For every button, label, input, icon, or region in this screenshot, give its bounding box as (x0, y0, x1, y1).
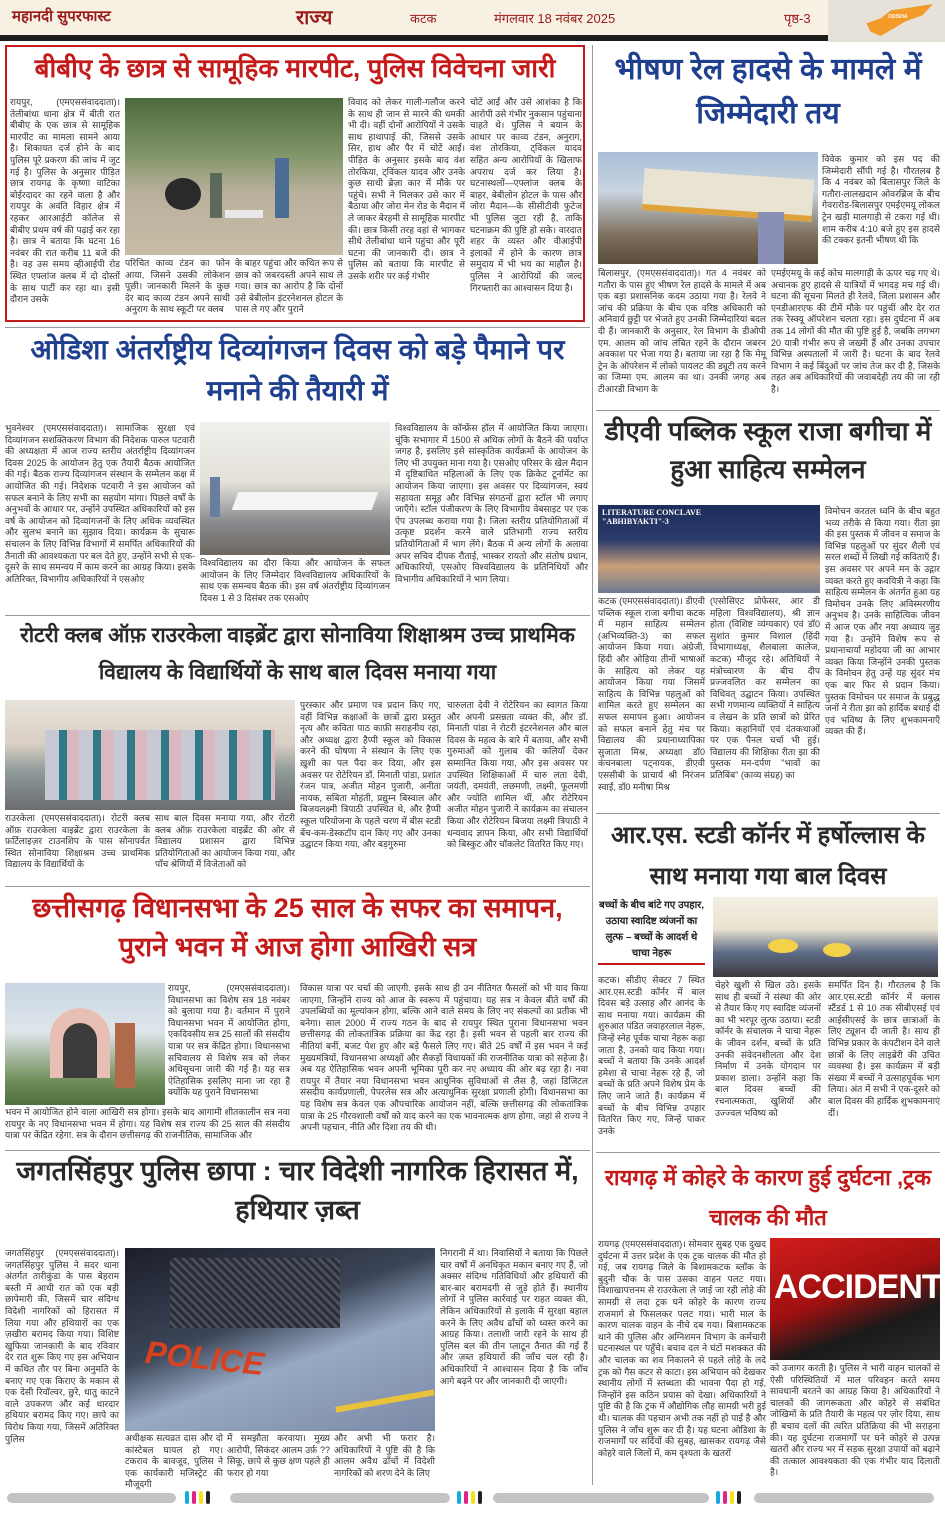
headline-dav: डीएवी पब्लिक स्कूल राजा बगीचा में हुआ साहित्य सम्मेलन (604, 416, 932, 484)
article-rail-col: विवेक कुमार को इस पद की जिम्मेदारी सौंपी गई है। गौरतलब है कि 4 नवंबर को बिलासपुर जिले के गतौरा-लालखदान ओवरब्रिज के बीच गेवरारोड-बिलासपुर एमईएमयू लोकल ट्रेन खड़ी मालगाड़ी से टकरा गई थी। शाम करीब 4:10 बजे हुए इस हादसे की टक्कर इतनी भीषण थी कि (822, 154, 940, 246)
article-dav-col: विमोचन करतल ध्वनि के बीच बहुत भव्य तरीके से किया गया। रीता झा की इस पुस्तक में जीवन व समाज के विभिन्न पहलुओं पर सुंदर शैली एवं सरल शब्दों में लिखी गई कविताएँ हैं। इस अवसर पर अपने मन के उद्गार व्यक्त करते हुए कवयित्री ने कहा कि साहित्य सम्मेलन के अंतर्गत हुआ यह विमोचन उनके लिए अविस्मरणीय अनुभव है। उनके साहित्यिक जीवन में आज एक और नया अध्याय जुड़ गया है। उन्होंने विशेष रूप से प्रधानाचार्या महोदया जी का आभार व्यक्त किया जिन्होंने उनकी पुस्तक के विमोचन हेतु उन्हें यह सुंदर मंच एक बार फिर से प्रदान किया। पुस्तक विमोचन पर समाज के प्रबुद्ध जनों ने रीता झा को हार्दिक बधाई दी एवं भविष्य के लिए शुभकामनाएँ व्यक्त की हैं। (825, 506, 940, 737)
article-jagat-col: जगतसिंहपुर (एमएससंवाददाता)। जगतसिंहपुर पुलिस ने सदर थाना अंतर्गत तारीकुंडा के पास बेहराम बस्ती में आधी रात को एक बड़ी छापेमारी की, जिसमें चार संदिग्ध विदेशी नागरिकों को हिरासत में लिया गया और हथियारों का एक ज़खीरा बरामद किया गया। विशिष्ट खुफिया जानकारी के बाद रविवार देर रात शुरू किए गए इस अभियान में कथित तौर पर बिना अनुमति के बनाए गए एक किराए के मकान से एक देसी रिवॉल्वर, छुरे, धातु काटने वाले उपकरण और कई धारदार हथियार बरामद किए गए। छापे का विरोध किया गया, जिसमें अतिरिक्त पुलिस (5, 1248, 119, 1444)
photo-assault-scene (125, 98, 343, 255)
page-header (0, 0, 945, 37)
footer-bar (7, 1493, 176, 1503)
accident-lettering: ACCIDENT (774, 1268, 942, 1306)
article-rail-col: एमईएमयू के कई कोच मालगाड़ी के ऊपर चढ़ गए थे। अचानक हुए हादसे से यात्रियों में भगदड़ मच गई थी। घटना की सूचना मिलते ही रेलवे, जिला प्रशासन और एनडीआरएफ की टीमें मौके पर पहुंचीं और देर रात तक रेस्क्यू ऑपरेशन चलता रहा। इस दुर्घटना में अब तक 14 लोगों की मौत की पुष्टि हुई है, जबकि लगभग 20 यात्री गंभीर रूप से जख्मी हैं और उनका उपचार विभिन्न अस्पतालों में जारी है। घटना के बाद रेलवे विभाग ने कई बिंदुओं पर जांच तेज कर दी है, जिसके तहत अब अधिकारियों की जवाबदेही तय की जा रही है। (771, 268, 940, 394)
footer-bar (230, 1493, 450, 1503)
article-bba-col: परिचित काव्य टंडन का फोन आया, जिसने उसकी लोकेशन पूछी। जानकारी मिलने के कुछ देर बाद काव्य टंडन अपने साथी अनुराग के साथ स्कूटी पर क्लब (125, 258, 230, 315)
article-jagat-col: अधीक्षक सत्यव्रत दास और दो कांस्टेबल घायल हो गए। टकराव के बावजूद, पुलिस ने एक कार्यकारी मजिस्ट्रेट की मौजूदगी (125, 1433, 223, 1490)
article-bba-col: चोटें आईं और उसे आशंका है कि आरोपी उसे गंभीर नुकसान पहुंचाना चाहते थे। पुलिस ने बयान के आधार पर काव्य टंडन, अनुराग, वंश तोरकिया, ट्विंकल यादव सहित अन्य आरोपियों के खिलाफ अपराध दर्ज कर लिया है। घटनास्थलों—एफ्लांज क्लब के बाहर, बेबीलोन होटल के पास और जोरा मैदान—के सीसीटीवी फुटेज भी पुलिस जुटा रही है, ताकि घटनाक्रम की पुष्टि हो सके। वारदात शहर के व्यस्त और वीआईपी इलाकों में होने के कारण छात्र समुदाय में भी भय का माहौल है। पुलिस ने आरोपियों की जल्द गिरफ्तारी का आश्वासन दिया है। (470, 97, 582, 293)
divider (596, 410, 940, 411)
article-rs-col: कटक। सीडीए सेक्टर 7 स्थित आर.एस.स्टडी कॉर्नर में बाल दिवस बड़े उत्साह और आनंद के साथ मनाया गया। कार्यक्रम की शुरुआत पंडित जवाहरलाल नेहरू, जिन्हें स्नेह पूर्वक चाचा नेहरू कहा जाता है, उनको याद किया गया। बच्चों ने बताया कि उनके आदर्श हमेशा से चाचा नेहरू रहे हैं, जो बच्चों के प्रति अपने विशेष प्रेम के लिए जाने जाते हैं। कार्यक्रम में बच्चों के बीच विभिन्न उपहार वितरित किए गए, जिन्हें पाकर उनके (598, 975, 705, 1136)
photo-assembly-building (5, 983, 165, 1105)
article-dav-col: कटक (एमएससंवाददाता)। डीएवी पब्लिक स्कूल राजा बगीचा कटक में महान साहित्य सम्मेलन (अभिव्यक्ति-3) का सफल आयोजन किया गया। अंग्रेजी, हिंदी और ओड़िया तीनों भाषाओं के साहित्य को लेकर यह आयोजन किया गया जिसमें साहित्य के विभिन्न पहलुओं को शामिल करते हुए सम्मेलन का सफल समापन हुआ। आयोजन को सफल बनाने हेतु मंच पर विद्यालय की प्रधानाध्यापिका सुजाता मिश्र, अध्यक्षा डॉ0 कंचनबाला पट्नायक, डीएवी एससीबी के प्राचार्य श्री निरंजन स्वाईं, डॉ0 मनीषा मिश्र (598, 596, 705, 792)
article-bba-col: के बाहर पहुंचा और कथित रूप से छात्र को जबरदस्ती अपने साथ ले गया। छात्र का आरोप है कि दोनों उसे बेबीलोन इंटरनेशनल होटल के पास ले गए और पुराने (235, 258, 343, 315)
date: मंगलवार 18 नवंबर 2025 (494, 11, 616, 26)
divider (5, 886, 590, 887)
article-rotary-col: पुरस्कार और प्रमाण पत्र प्रदान किए गए, वहीं विभिन्न कक्षाओं के छात्रों द्वारा प्रस्तुत नृत्य और कविता पाठ काफ़ी सराहनीय रहा, और अध्यक्ष द्वारा हैप्पी स्कूल को विकास करने की घोषणा ने संस्थान के लिए एक ख़ुशी का पल पैदा कर दिया, और इस अवसर पर रोटेरियन डॉ. मिनाती पांडा, प्रशांत रंजन पात्र, अजीत मोहन पुजारी, अनीता नायक, सबिता मोहंती, प्रद्युम्न बिस्वाल और बिजयलक्ष्मी त्रिपाठी उपस्थित थे, और हैप्पी स्कूल परियोजना के पहले चरण में बीस स्टडी बेंच-कम-डेस्कटॉप दान किए गए और उनका उद्घाटन किया गया, और बड़गुरुमा (300, 700, 441, 850)
photo-accident-graphic (770, 1238, 940, 1360)
conclave-banner-text: LITERATURE CONCLAVE "ABHIBYAKTI"-3 (602, 508, 702, 526)
paper-name: महानदी सुपरफास्ट (12, 8, 111, 25)
article-jagat-col: निगरानी में था। निवासियों ने बताया कि पिछले चार वर्षों में अनधिकृत मकान बनाए गए हैं, जो अक्सर संदिग्ध गतिविधियों और हथियारों की बार-बार बरामदगी से जुड़े होते हैं। स्थानीय लोगों ने पुलिस कार्रवाई पर राहत व्यक्त की, लेकिन अधिकारियों से इलाके में सुरक्षा बहाल करने के लिए अवैध ढाँचों को ध्वस्त करने का आग्रह किया। तलाशी जारी रहने के साथ ही पुलिस बल की तीन प्लाटून तैनात की गई हैं और ज़ब्त हथियारों की जाँच चल रही है। अधिकारियों ने आश्वासन दिया है कि जाँच आगे बढ़ने पर और जानकारी दी जाएगी। (440, 1248, 588, 1386)
page-number: पृष्ठ-3 (784, 11, 811, 26)
section-name: राज्य (296, 7, 333, 29)
headline-odisha: ओडिशा अंतर्राष्ट्रीय दिव्यांगजन दिवस को बड़े पैमाने पर मनाने की तैयारी में (30, 334, 565, 406)
headline-rs-study: आर.एस. स्टडी कॉर्नर में हर्षोल्लास के साथ मनाया गया बाल दिवस (611, 822, 925, 890)
divider (5, 1150, 590, 1151)
article-rs-col: समर्पित दिन है। गौरतलब है कि आर.एस.स्टडी कॉर्नर में क्लास स्टैंडर्ड 1 से 10 तक सीबीएसई एवं आईसीएसई के छात्र छात्राओं के लिए ट्यूशन दी जाती है। साथ ही विभिन्न प्रकार के कंपटीशन देने वाले छात्रों के लिए लाइब्रेरी की उचित व्यवस्था है। इस कार्यक्रम में बड़ी संख्या में बच्चों ने उत्साहपूर्वक भाग लिया। अंत में सभी ने एक-दूसरे को बाल दिवस की हार्दिक शुभकामनाएं दीं। (828, 980, 940, 1118)
headline-jagatsinghpur: जगतसिंहपुर पुलिस छापा : चार विदेशी नागरिक हिरासत में, हथियार ज़ब्त (16, 1156, 579, 1226)
article-odisha-col: विश्वविद्यालय का दौरा किया और आयोजन के सफल आयोजन के लिए जिम्मेदार विश्वविद्यालय अधिकारियों के साथ एक समन्वय बैठक की। इस वर्ष अंतर्राष्ट्रीय दिव्यांगजन दिवस 1 से 3 दिसंबर तक एसओए (200, 558, 390, 603)
photo-meeting (200, 422, 390, 555)
headline-raigarh: रायगढ़ में कोहरे के कारण हुई दुर्घटना ,ट्रक चालक की मौत (604, 1165, 932, 1230)
article-rotary-col: राउरकेला (एमएससंवाददाता)। रोटरी क्लब ऑफ़ राउरकेला वाइब्रेंट द्वारा राउरकेला के फ़र्टिलाइज़र टाउनशिप के पास सोनापर्वत स्थित सोनाविया शिक्षाश्रम उच्च प्राथमिक विद्यालय के विद्यार्थियों के (5, 813, 150, 870)
footer-bar (493, 1493, 709, 1503)
article-cg-col: रायपुर, (एमएससंवाददाता)। विधानसभा का विशेष सत्र 18 नवंबर को बुलाया गया है। वर्तमान में पुराने विधानसभा भवन में आयोजित होगा, एकदिवसीय सत्र 25 सालों की संसदीय यात्रा पर सत्र केंद्रित होगा। विधानसभा सचिवालय से विशेष सत्र को लेकर अधिसूचना जारी की गई है। यह सत्र ऐतिहासिक इसलिए माना जा रहा है क्योंकि यह पुराने विधानसभा (168, 983, 290, 1098)
article-rs-col: चेहरे खुशी से खिल उठे। इसके साथ ही बच्चों ने संस्था की ओर से तैयार किए गए स्वादिष्ट व्यंजनों का भी भरपूर लुत्फ उठाया। स्टडी कॉर्नर के संचालक ने चाचा नेहरू के जीवन दर्शन, बच्चों के प्रति उनकी संवेदनशीलता और देश निर्माण में उनके योगदान पर प्रकाश डाला। उन्होंने कहा कि बाल दिवस बच्चों की रचनात्मकता, खुशियों और उज्ज्वल भविष्य को (715, 980, 821, 1118)
divider (5, 615, 590, 616)
divider (596, 813, 940, 814)
photo-children-day (713, 897, 938, 977)
odisha-map-logo (828, 0, 945, 42)
article-bba-col: रायपुर, (एमएससंवाददाता)। तेलीबांधा थाना क्षेत्र में बीती रात बीबीए के एक छात्र से सामूहिक मारपीट का मामला सामने आया है। शिकायत दर्ज होने के बाद पुलिस पूरे प्रकरण की जांच में जुट गई है। पुलिस के अनुसार पीड़ित छात्र रायगढ़ के कृष्णा वाटिका बोईरदादर का रहने वाला है और रायपुर के अवंति विहार क्षेत्र में रहकर आरआईटी कॉलेज से बीबीए प्रथम वर्ष की पढ़ाई कर रहा है। छात्र ने बताया कि घटना 16 नवंबर की रात करीब 11 बजे की है। वह उस समय व्हीआईपी रोड स्थित एफ्लांज क्लब में दो दोस्तों के साथ पार्टी कर रहा था। इसी दौरान उसके (10, 97, 120, 305)
divider (596, 1152, 940, 1153)
cmyk-marks (716, 1491, 741, 1504)
article-rotary-col: चारुलता देवी ने रोटेरियन का स्वागत किया और अपनी प्रसन्नता व्यक्त की, और डॉ. मिनाती पांडा ने रोटरी इंटरनेशनल और बाल दिवस के महत्व के बारे में बताया, और सभी गुरुमाओं को गुलाब की कलियाँ देकर सम्मानित किया गया, और इस अवसर पर उपस्थित शिक्षिकाओं में चारु लता देवी, जयंती, दमयंती, लछमणी, लक्ष्मी, फूलमणी और ज्योति शामिल थीं, और रोटेरियन अजीत मोहन पुजारी ने कार्यक्रम का संचालन किया और रोटेरियन बिजया लक्ष्मी त्रिपाठी ने धन्यवाद ज्ञापन किया, और सभी विद्यार्थियों को बिस्कुट और चॉकलेट वितरित किए गए। (447, 700, 588, 850)
article-raigarh-col: को उजागर करती है। पुलिस ने भारी वाहन चालकों से ऐसी परिस्थितियों में माल परिवहन करते समय सावधानी बरतने का आग्रह किया है। अधिकारियों ने चालकों की जागरूकता और कोहरे से संबंधित जोखिमों के प्रति तैयारी के महत्व पर ज़ोर दिया, साथ ही बचाव दलों की त्वरित प्रतिक्रिया की भी सराहना की। यह दुर्घटना राजमार्गों पर घने कोहरे से उत्पन्न खतरों और राज्य भर में सड़क सुरक्षा उपायों को बढ़ाने की तत्काल आवश्यकता की एक गंभीर याद दिलाती है। (770, 1363, 940, 1478)
cmyk-marks (185, 1491, 210, 1504)
police-van-lettering: POLICE (143, 1333, 266, 1383)
subheading-rs-study: बच्चों के बीच बांटे गए उपहार, उठाया स्वादिष्ट व्यंजनों का लुत्फ – बच्चों के आदर्श थे चाचा नेहरू (598, 898, 705, 965)
divider (5, 327, 590, 328)
odisha-map-label: ODISHA (888, 14, 908, 20)
headline-rail: भीषण रेल हादसे के मामले में जिम्मेदारी तय (614, 53, 922, 130)
city: कटक (410, 11, 437, 26)
photo-literature-conclave (598, 505, 820, 593)
odisha-map-shape (863, 4, 933, 36)
headline-bba: बीबीए के छात्र से सामूहिक मारपीट, पुलिस विवेचना जारी (34, 53, 556, 83)
article-cg-col: विकास यात्रा पर चर्चा की जाएगी. इसके साथ ही उन नीतिगत फैसलों को भी याद किया जाएगा, जिन्होंने राज्य को आज के स्वरूप में पहुंचाया। यह सत्र न केवल बीते वर्षों की उपलब्धियों का मूल्यांकन होगा, बल्कि आने वाले समय के लिए नए संकल्पों का प्रतीक भी बनेगा। साल 2000 में राज्य गठन के बाद से रायपुर स्थित पुराना विधानसभा भवन छत्तीसगढ़ की लोकतांत्रिक प्रक्रिया का केंद्र रहा है। इसी भवन से पहली बार राज्य की नीतियां बनीं, बजट पेश हुए और बड़े फैसले लिए गए। बीते 25 वर्षों में इस भवन ने कई मुख्यमंत्रियों, विधानसभा अध्यक्षों और सैकड़ों विधायकों की राजनीतिक यात्रा को सहेजा है। अब यह ऐतिहासिक भवन अपनी भूमिका पूरी कर नए अध्याय की ओर बढ़ रहा है। नवा रायपुर में तैयार नया विधानसभा भवन आधुनिक सुविधाओं से लैस है, जहां डिजिटल संसदीय कार्यप्रणाली, पेपरलेस सत्र और अत्याधुनिक सुरक्षा प्रणाली होगी। विधानसभा का यह विशेष सत्र केवल एक औपचारिक आयोजन नहीं, बल्कि छत्तीसगढ़ की लोकतांत्रिक यात्रा के 25 गौरवशाली वर्षों को याद करने का एक भावनात्मक क्षण होगा, जहां से राज्य ने अपनी पहचान, नीति और दिशा तय की थी। (300, 983, 588, 1133)
photo-rotary-teachers (5, 700, 295, 810)
photo-train-accident (598, 152, 818, 264)
article-bba-col: विवाद को लेकर गाली-गलौज करने के साथ ही जान से मारने की धमकी भी दी। वहीं दोनों आरोपियों ने उसके साथ हाथापाई की, जिससे उसके सिर, हाथ और पैर में चोटें आईं। पीड़ित के अनुसार इसके बाद वंश तोरकिया, ट्विंकल यादव और उनके कुछ साथी ब्रेज़ा कार में मौके पर पहुंचे। सभी ने मिलकर उसे कार में बैठाया और जोरा मेन रोड के मैदान में ले जाकर बेरहमी से सामूहिक मारपीट की। छात्र किसी तरह वहां से भागकर सीधे तेलीबांधा थाने पहुंचा और पूरी घटना की जानकारी दी। छात्र ने पुलिस को बताया कि मारपीट से उसके शरीर पर कई गंभीर (348, 97, 465, 281)
header-rule (0, 35, 830, 41)
column-divider (592, 45, 593, 1485)
footer-bar (754, 1493, 934, 1503)
article-odisha-col: भुवनेश्वर (एमएससंवाददाता)। सामाजिक सुरक्षा एवं दिव्यांगजन सशक्तिकरण विभाग की निदेशक पारुल पटवारी की अध्यक्षता में आज राज्य स्तरीय अंतर्राष्ट्रीय दिव्यांगजन दिवस 2025 के आयोजन हेतु एक तैयारी बैठक आयोजित की गई। बैठक राज्य दिव्यांगजन संस्थान के सम्मेलन कक्ष में आयोजित की गई। निदेशक पटवारी ने इस आयोजन को सफल बनाने के लिए सभी का सहयोग मांगा। पिछले वर्षों के अनुभवों के आधार पर, उन्होंने उपस्थित अधिकारियों को इस वर्ष के आयोजन को दिव्यांगजनों के लिए अधिक व्यवस्थित और सुलभ बनाने का सुझाव दिया। कार्यक्रम के सुचारू संचालन के लिए विभिन्न विभागों में समर्पित अधिकारियों की तैनाती की आवश्यकता पर बल देते हुए, उन्होंने सभी से एक-दूसरे के साथ समन्वय में काम करने का आग्रह किया। इसके अतिरिक्त, विभागीय अधिकारियों ने एसओए (5, 423, 195, 584)
article-jagat-col: और अभी भी फरार है। अधिकारियों ने पुष्टि की है कि आलम अवैध ढाँचों में विदेशी नागरिकों को शरण देने के लिए (334, 1433, 435, 1478)
article-raigarh-col: रायगढ़ (एमएससंवाददाता)। सोमवार सुबह एक दुखद दुर्घटना में उत्तर प्रदेश के एक ट्रक चालक की मौत हो गई, जब रायगढ़ जिले के बिशामकटक ब्लॉक के बुदुनी चौक के पास उसका वाहन पलट गया। विशाखापत्तनम से राउरकेला ले जाई जा रही लोहे की सामग्री से लदा ट्रक घने कोहरे के कारण राज्य राजमार्ग से फिसलकर पलट गया। भारी माल के कारण चालक वाहन के नीचे दब गया। बिशामकटक थाने की पुलिस और अग्निशमन विभाग के कर्मचारी घटनास्थल पर पहुँचे। बचाव दल ने घंटों मशक्कत की और चालक का शव निकालने से पहले लोहे के लदे ट्रक को गैस कटर से काटा। इस अभियान को देखकर स्थानीय लोगों में स्तब्धता की भावना पैदा हो गई, जिन्होंने इस कठिन प्रयास को देखा। अधिकारियों ने पुष्टि की है कि ट्रक में औद्योगिक लौह सामग्री भरी हुई थी। चालक की पहचान अभी तक नहीं हो पाई है और पुलिस ने जाँच शुरू कर दी है। यह घटना ओडिशा के राजमार्गों पर सर्दियों की सुबह, खासकर रायगढ़ जैसे कोहरे वाले जिलों में, कम दृश्यता के खतरों (598, 1239, 766, 1458)
headline-cg: छत्तीसगढ़ विधानसभा के 25 साल के सफर का समापन, पुराने भवन में आज होगा आखिरी सत्र (32, 893, 563, 963)
article-rail-col: बिलासपुर, (एमएससंवाददाता)। गत 4 नवंबर को गतौरा के पास हुए भीषण रेल हादसे के मामले में अब एक बड़ा प्रशासनिक कदम उठाया गया है। रेलवे ने जांच की प्रक्रिया के बीच एक वरिष्ठ अधिकारी को अनिवार्य छुट्टी पर भेजते हुए उनकी जिम्मेदारियां बदल दी हैं। जानकारी के अनुसार, रेल विभाग के डीओपी एम. आलम को जांच लंबित रहने के दौरान जबरन अवकाश पर भेजा गया है। बताया जा रहा है कि मेमू ट्रेन के ऑपरेशन में लोको पायलट की ड्यूटी तय करने का जिम्मा एम. आलम का था। उनकी जगह अब टीआरडी विभाग के (598, 268, 766, 394)
article-jagat-col: में समझौता करवाया। मुख्य आरोपी, सिकंदर आलम उर्फ़ ??सिकू, छापे से कुछ क्षण पहले ही फरार हो गया (227, 1433, 330, 1478)
headline-rotary: रोटरी क्लब ऑफ़ राउरकेला वाइब्रेंट द्वारा सोनाविया शिक्षाश्रम उच्च प्राथमिक विद्यालय के विद्यार्थियों के साथ बाल दिवस मनाया गया (20, 624, 575, 684)
article-odisha-col: विश्वविद्यालय के कॉन्फ्रेंस हॉल में आयोजित किया जाएगा। चूंकि सभागार में 1500 से अधिक लोगों के बैठने की पर्याप्त जगह है, इसलिए इसे सांस्कृतिक कार्यक्रमों के आयोजन के लिए भी उपयुक्त माना गया है। एसओए परिसर के खेल मैदान में दृष्टिबाधित महिलाओं के लिए एक क्रिकेट टूर्नामेंट का आयोजन किया जाएगा। इस अवसर पर दिव्यांगजन, स्वयं सहायता समूह और विभिन्न संगठनों द्वारा स्टॉल भी लगाए जाएँगे। स्टॉल पंजीकरण के लिए विभागीय वेबसाइट पर एक ऐप उपलब्ध कराया गया है। जिला स्तरीय प्रतियोगिताओं में उत्कृष्ट प्रदर्शन करने वाले प्रतिभागी राज्य स्तरीय प्रतियोगिताओं में भाग लेंगे। बैठक में अन्य लोगों के अलावा अपर सचिव दीपक रौताई, भास्कर रायतो और संतोष प्रधान, अधिकारियों, एसओए विश्वविद्यालय के प्रतिनिधियों और विभागीय अधिकारियों ने भाग लिया। (395, 423, 588, 584)
cmyk-marks (457, 1491, 482, 1504)
article-dav-col: (एसोसिएट प्रोफेसर, आर डी महिला विश्वविद्यालय), श्री ज्ञान होता (विशिष्ट व्यंग्यकार) एवं डॉ0 सुशांत कुमार विशाल (हिंदी विभागाध्यक्ष, शैलबाला कालेज, कटक) मौजूद रहे। अतिथियों ने मंत्रोच्चारण के बीच दीप प्रज्जवलित कर सम्मेलन का विधिवत् उद्घाटन किया। उपस्थित सभी गणमान्य व्यक्तियों ने साहित्य व लेखन के प्रति छात्रों को प्रेरित किया। कहानियों एवं दंतकथाओं पर एक पैनल चर्चा भी हुई। विद्यालय की शिक्षिका रीता झा की पुस्तक मन-दर्पण "भावों का प्रतिबिंब" (काव्य संग्रह) का (710, 596, 820, 780)
photo-police-van (125, 1248, 435, 1431)
article-cg-col: भवन में आयोजित होने वाला आखिरी सत्र होगा। इसके बाद आगामी शीतकालीन सत्र नवा रायपुर के नए विधानसभा भवन में होगा। यह विशेष सत्र राज्य की 25 साल की संसदीय यात्रा पर केंद्रित रहेगा. सत्र के दौरान छत्तीसगढ़ की राजनीतिक, सामाजिक और (5, 1107, 290, 1141)
article-rotary-col: साथ बाल दिवस मनाया गया, और रोटरी क्लब ऑफ़ राउरकेला वाइब्रेंट की ओर से विद्यालय प्रशासन द्वारा विभिन्न प्रतियोगिताओं का आयोजन किया गया, और पाँच श्रेणियों में विजेताओं को (155, 813, 295, 870)
